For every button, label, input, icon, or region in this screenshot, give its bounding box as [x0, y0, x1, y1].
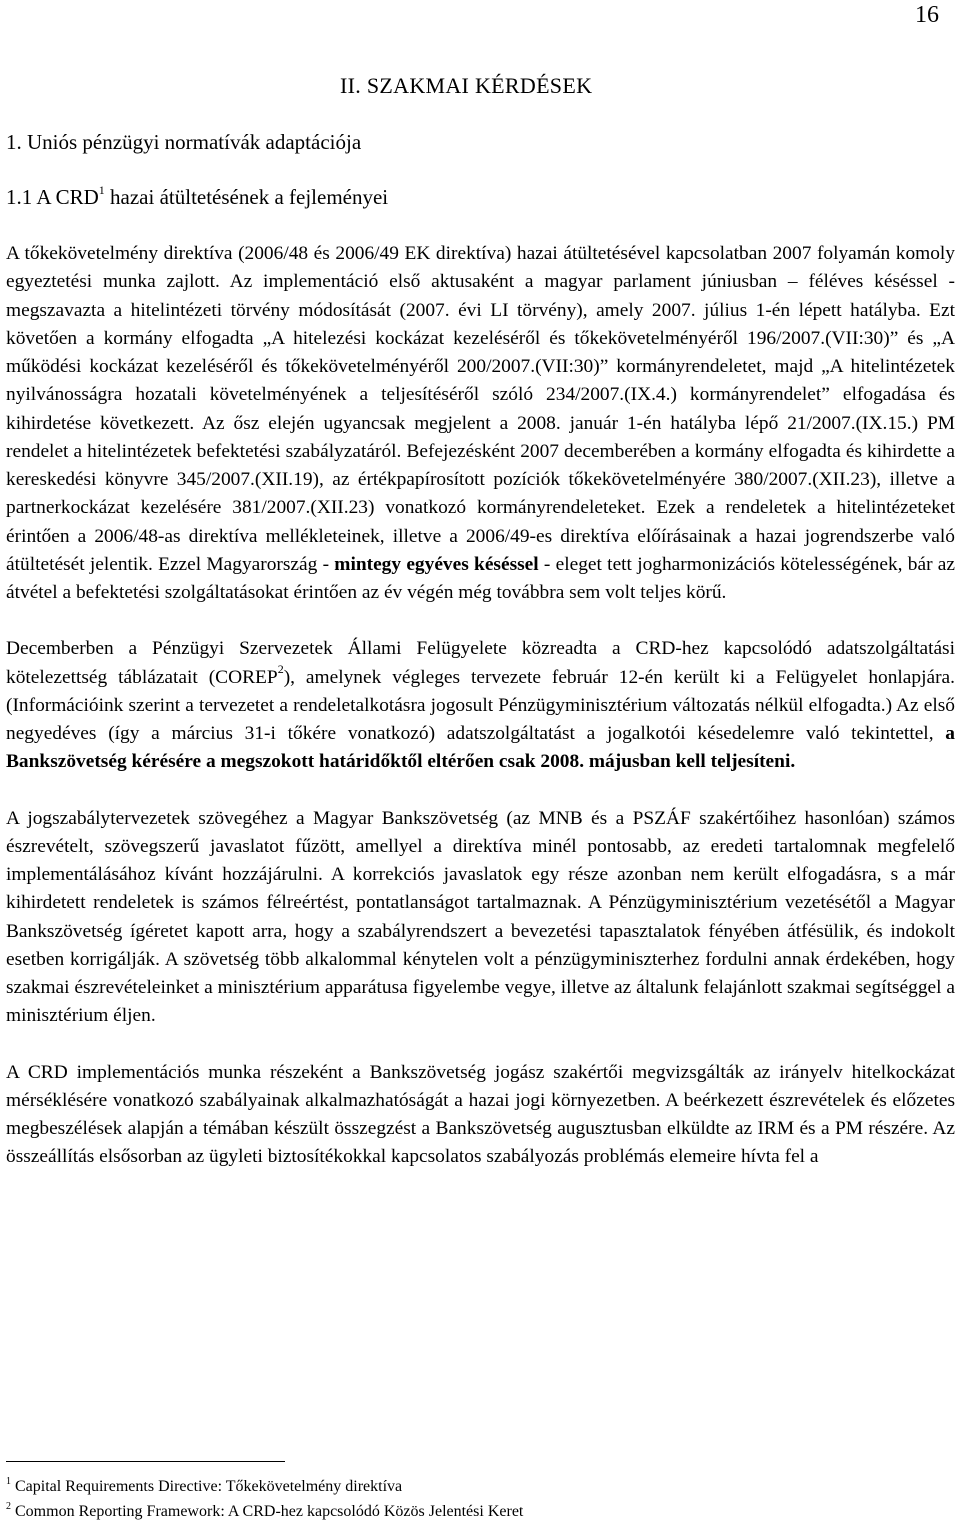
footnote-1-text: Capital Requirements Directive: Tőkekövetelmény direktíva: [11, 1478, 403, 1495]
footnote-ref-2: 2: [277, 662, 284, 677]
paragraph-4: A CRD implementációs munka részeként a Bankszövetség jogász szakértői megvizsgálták az irányelv hitelkockázat mérséklésére vonatkozó szabályainak alkalmazhatóságát a hazai jogi környezetben. A beérkezett észrevételek és előzetes megbeszélések alapján a témában készült összegzést a Bankszövetség augusztusban elküldte az IRM és a PM részére. Az összeállítás elsősorban az ügyleti biztosítékokkal kapcsolatos szabályozás problémás elemeire hívta fel a: [6, 1061, 955, 1168]
paragraph-1-text-end: - eleget tett jogharmonizációs kötelességének, bár az átvétel a befektetési szolgáltatásokat érintően az év végén még továbbra sem volt teljes körű.: [6, 553, 955, 603]
paragraph-1-emphasis: mintegy egyéves késéssel: [334, 553, 539, 575]
paragraph-2-text-cont: ), amelynek végleges tervezete február 12-én került ki a Felügyelet honlapjára. (Információink szerint a tervezetet a rendeletalkotásra jogosult Pénzügyminisztérium változatás nélkül elfogadta.) Az első negyedéves (így a március 31-i tőkére vonatkozó) adatszolgáltatást a jogalkotói késedelemre való tekintettel,: [6, 666, 955, 744]
footnotes: [6, 1474, 523, 1524]
footnote-2: [6, 1499, 523, 1524]
paragraph-3: A jogszabálytervezetek szövegéhez a Magyar Bankszövetség (az MNB és a PSZÁF szakértőihez hasonlóan) számos észrevételt, szövegszerű javaslatot fűzött, amellyel a direktíva minél pontosabb, az eredeti tartalomnak megfelelő implementálásához kívánt hozzájárulni. A korrekciós javaslatok egy része azonban nem került elfogadásra, s a már kihirdetett rendeletek is számos félreértést, pontatlanságot tartalmaznak. A Pénzügyminisztérium vezetésétől a Magyar Bankszövetség ígéretet kapott arra, hogy a szabályrendszert a bevezetési tapasztalatok fényében átfésülik, és indokolt esetben korrigálják. A szövetség több alkalommal kénytelen volt a pénzügyminiszterhez fordulni annak érdekében, hogy szakmai észrevételeinket a minisztérium apparátusa figyelembe vegye, illetve az általunk felajánlott szakmai segítséggel a minisztérium éljen.: [6, 807, 955, 1027]
page-number: 16: [915, 2, 939, 28]
paragraph-2: [6, 635, 955, 776]
body-text: [6, 240, 955, 1200]
footnote-ref-1: 1: [98, 183, 105, 197]
footnote-1-number: 1: [6, 1475, 11, 1487]
footnote-2-text: Common Reporting Framework: A CRD-hez kapcsolódó Közös Jelentési Keret: [11, 1503, 524, 1520]
paragraph-1: [6, 240, 955, 607]
footnote-divider: [6, 1461, 285, 1462]
paragraph-2-emphasis: a Bankszövetség kérésére a megszokott határidőktől eltérően csak 2008. májusban kell teljesíteni.: [6, 723, 955, 773]
paragraph-2-text: Decemberben a Pénzügyi Szervezetek Állami Felügyelete közreadta a CRD-hez kapcsolódó adatszolgáltatási kötelezettség táblázatait (COREP: [6, 638, 955, 688]
subsection-title: [6, 183, 388, 211]
paragraph-1-text: A tőkekövetelmény direktíva (2006/48 és 2006/49 EK direktíva) hazai átültetésével kapcsolatban 2007 folyamán komoly egyeztetési munka zajlott. Az implementáció első aktusaként a magyar parlament júniusban – féléves késéssel - megszavazta a hitelintézeti törvény módosítását (2007. évi LI törvény), amely 2007. július 1-én lépett hatályba. Ezt követően a kormány elfogadta „A hitelezési kockázat kezeléséről és tőkekövetelményéről 196/2007.(VII:30)” és „A működési kockázat kezeléséről és tőkekövetelményéről 200/2007.(VII:30)” kormányrendeletet, majd „A hitelintézetek nyilvánosságra hozatali követelményének a teljesítéséről szóló 234/2007.(IX.4.) kormányrendelet” elfogadása és kihirdetése következett. Az ősz elején ugyancsak megjelent a 2008. január 1-én hatályba lépő 21/2007.(IX.15.) PM rendelet a hitelintézetek befektetési szabályzatáról. Befejezésként 2007 decemberében a kormány elfogadta és kihirdette a kereskedési könyvre 345/2007.(XII.19), az értékpapírosított pozíciók tőkekövetelményére 380/2007.(XII.23), illetve a partnerkockázat kezelésére 381/2007.(XII.23) vonatkozó kormányrendeleteket. Ezek a rendeletek a hitelintézeteket érintően a 2006/48-as direktíva mellékleteinek, illetve a 2006/49-es direktíva előírásainak a hazai jogrendszerbe való átültetését jelentik. Ezzel Magyarország -: [6, 243, 955, 575]
subsection-title-rest: hazai átültetésének a fejleményei: [104, 185, 389, 209]
section-title: 1. Uniós pénzügyi normatívák adaptációja: [6, 130, 362, 154]
footnote-1: [6, 1474, 523, 1499]
chapter-title: II. SZAKMAI KÉRDÉSEK: [340, 73, 593, 98]
subsection-title-text: 1.1 A CRD: [6, 185, 99, 209]
footnote-2-number: 2: [6, 1500, 11, 1512]
